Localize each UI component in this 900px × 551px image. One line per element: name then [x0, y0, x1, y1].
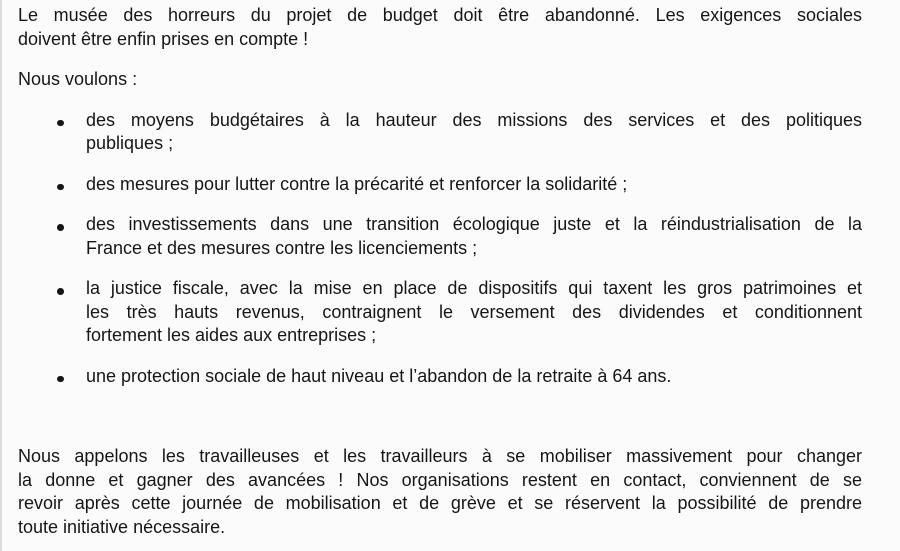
text-line: toute initiative nécessaire. — [18, 516, 226, 537]
bullet-icon — [57, 376, 64, 383]
text-line: des investissements dans une transition écologique juste et la réindustrialisation de la — [86, 214, 862, 234]
demands-list — [18, 109, 862, 389]
text-line: les très hauts revenus, contraignent le versement des dividendes et conditionnent — [86, 301, 862, 322]
bullet-icon — [57, 120, 64, 127]
closing-paragraph — [18, 445, 862, 539]
bullet-icon — [57, 184, 64, 191]
text-line: publiques ; — [86, 133, 174, 153]
text-line: la donne et gagner des avancées ! Nos organisations restent en contact, conviennent de se — [18, 469, 862, 490]
text-line: des moyens budgétaires à la hauteur des missions des services et des politiques — [86, 109, 862, 130]
bullet-icon — [57, 224, 64, 231]
text-line: des mesures pour lutter contre la précarité et renforcer la solidarité ; — [86, 173, 628, 194]
text-line: une protection sociale de haut niveau et l’abandon de la retraite à 64 ans. — [86, 365, 672, 386]
text-line: Nous appelons les travailleuses et les travailleurs à se mobiliser massivement pour changer — [18, 446, 862, 466]
text-line: revoir après cette journée de mobilisation et de grève et se réservent la possibilité de prendre — [18, 493, 862, 513]
text-line: France et des mesures contre les licenciements ; — [86, 237, 478, 258]
list-item — [18, 109, 862, 156]
text-line: fortement les aides aux entreprises ; — [86, 325, 377, 345]
page-edge-line — [0, 0, 2, 551]
intro-paragraph — [18, 4, 862, 51]
list-item — [18, 365, 862, 389]
bullet-icon — [57, 288, 64, 295]
text-line: Nous voulons : — [18, 69, 138, 89]
text-line: la justice fiscale, avec la mise en place de dispositifs qui taxent les gros patrimoines et — [86, 278, 862, 298]
text-line: doivent être enfin prises en compte ! — [18, 28, 309, 49]
text-line: Le musée des horreurs du projet de budget doit être abandonné. Les exigences sociales — [18, 5, 862, 25]
list-item — [18, 277, 862, 348]
list-item — [18, 173, 862, 197]
lead-in-paragraph — [18, 68, 862, 92]
list-item — [18, 213, 862, 260]
